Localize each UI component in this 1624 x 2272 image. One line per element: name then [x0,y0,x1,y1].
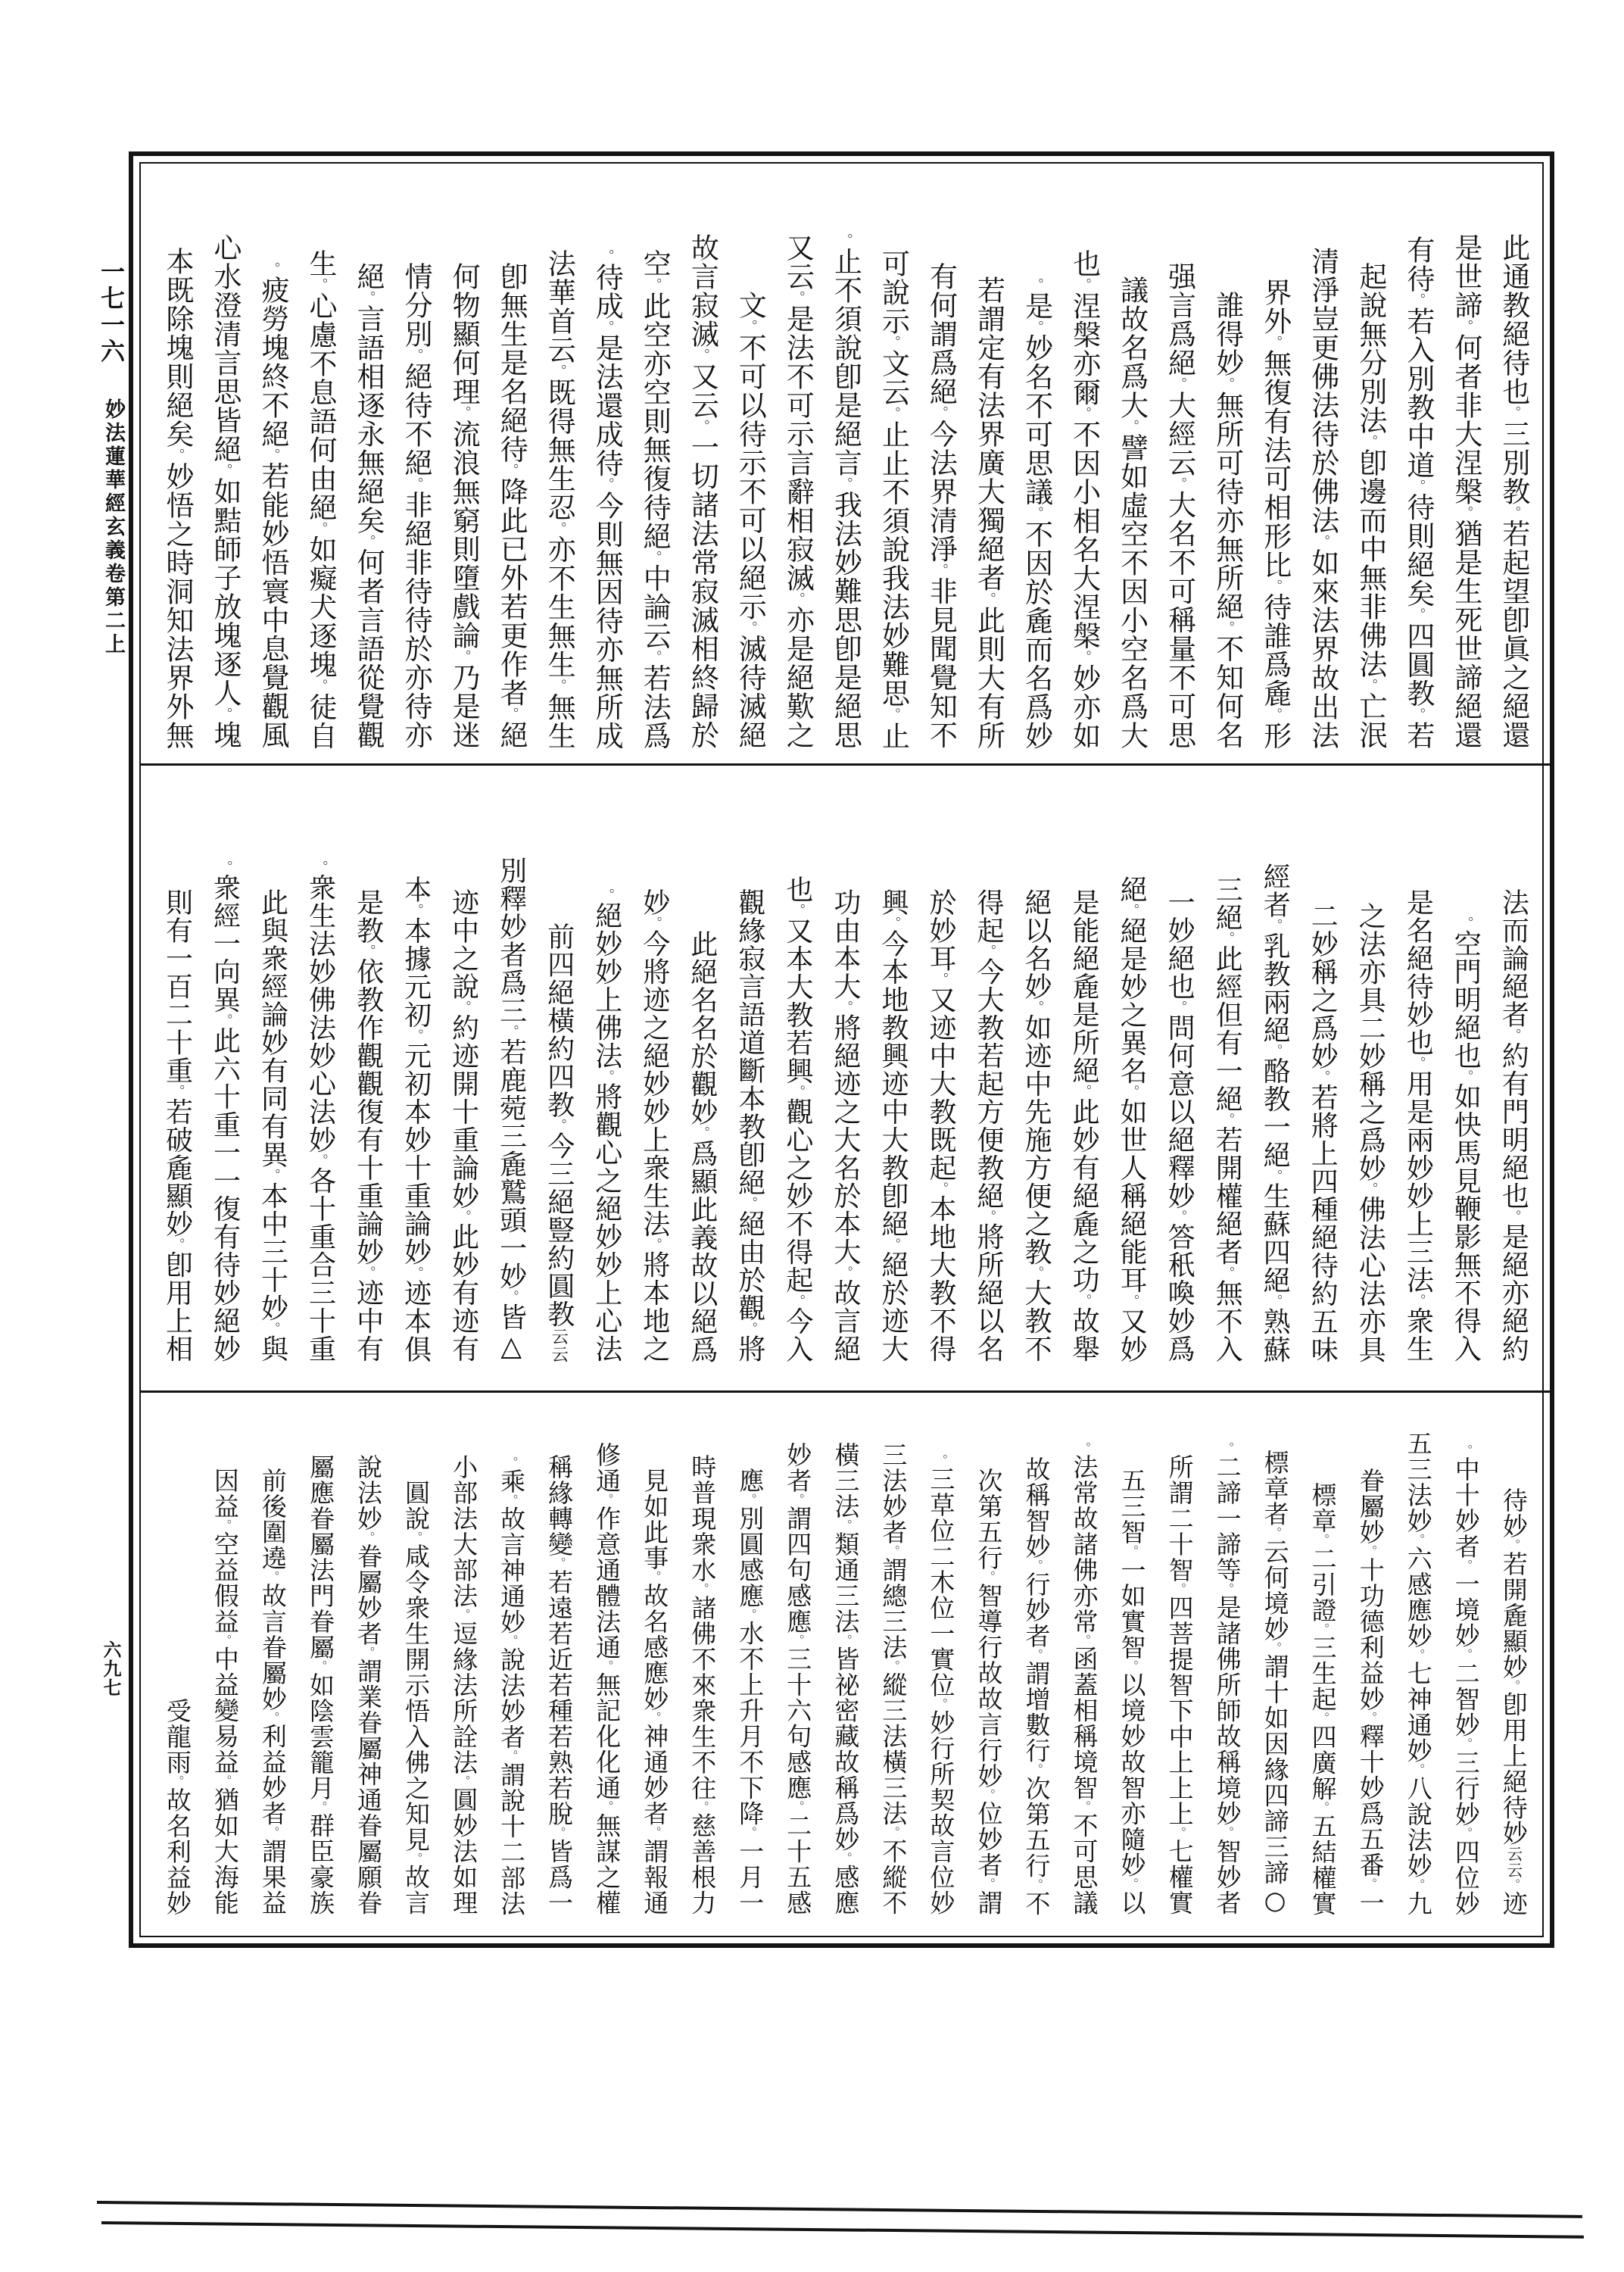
text-column: 三絕。此經但有一絕。若開權絕者。無不入 [1211,875,1243,1363]
register-divider-1 [141,763,1550,766]
text-column: 功由本大。將絕迹之大名於本大。故言絕 [829,888,861,1363]
text-column: 二諦一諦等。是諸佛所師故稱境妙。智妙者。 [1212,1442,1242,1916]
text-column: △別釋妙者爲三。若鹿菀三麁鷲頭一妙。皆 [495,857,527,1363]
text-column: 卽無生是名絕待。降此已外若更作者。絕 [495,262,528,750]
text-column: 此通教絕待也。三別教。若起望卽眞之絕還 [1497,233,1530,750]
text-column: 標章。二引證。三生起。四廣解。五結權實 [1308,1481,1338,1916]
text-column: 也。又本大教若興。觀心之妙不得起。今入 [781,875,813,1363]
text-column: 文。不可以待示不可以絕示。滅待滅絕 [734,291,767,750]
register-1 [153,180,1537,750]
register-2 [153,795,1537,1363]
text-column: 又云。是法不可示言辭相寂滅。亦是絕歎之 [781,233,815,750]
text-column: 本既除塊則絕矣。妙悟之時洞知法界外無 [161,247,194,750]
text-column: 止不須說卽是絕言。我法妙難思卽是絕思。 [829,233,862,750]
text-column: 待妙。若開麁顯妙。卽用上絕待妙云云。迹 [1498,1487,1529,1916]
text-column: 所謂二十智。四菩提智下中上上上。七權實 [1164,1454,1195,1916]
text-column: 二妙稱之爲妙。若將上四種絕待約五味 [1307,901,1339,1363]
text-column: 議故名爲大。譬如虛空不因小空名爲大 [1115,276,1149,750]
text-column: 心水澄清言思皆絕。如黠師子放塊逐人。塊 [208,233,242,750]
text-column: 可說示。文云。止止不須說我法妙難思。止 [877,248,910,750]
register-3 [153,1413,1537,1916]
text-column: 說法妙。眷屬妙者。謂業眷屬神通眷屬願眷 [353,1454,383,1916]
text-column: 妙者。謂四句感應。三十六句感應。二十五感 [783,1442,813,1916]
text-column: ○標章者。云何境妙。謂十如因緣四諦三諦 [1260,1450,1290,1916]
running-title: 妙法蓮華經玄義卷第二上 [101,398,125,657]
text-column: 五三法妙。六感應妙。七神通妙。八說法妙。九 [1403,1430,1433,1916]
text-column: 中十妙者。一境妙。二智妙。三行妙。四位妙。 [1451,1443,1481,1916]
text-column: 是。妙名不可思議。不因於麁而名爲妙。 [1020,277,1053,750]
text-column: 小部法大部法。逗緣法所詮法。圓妙法如理 [449,1454,479,1916]
text-column: 空。此空亦空則無復待絕。中論云。若法爲 [638,248,672,750]
text-column: 屬應眷屬法門眷屬。如陰雲籠月。群臣豪族 [305,1454,335,1916]
text-column: 有待。若入別教中道。待則絕矣。四圓教。若 [1401,235,1435,750]
scan-artifact-line-top [97,2201,1582,2218]
text-column: 見如此事。故名感應妙。神通妙者。謂報通 [640,1468,670,1916]
text-column: 受龍雨。故名利益妙 [162,1698,192,1916]
text-column: 經者。乳教兩絕。酪教一絕。生蘇四絕。熟蘇 [1259,862,1291,1363]
text-column: 是教。依教作觀觀復有十重論妙。迹中有 [352,888,384,1363]
text-column: 生。心慮不息語何由絕。如癡犬逐塊。徒自 [304,248,338,750]
text-column: 前後圍遶。故言眷屬妙。利益妙者。謂果益 [257,1468,288,1916]
text-column: 起說無分別法。卽邊而中無非佛法。亡泯 [1354,262,1387,750]
text-column: 此絕名名於觀妙。爲顯此義故以絕爲 [686,929,718,1363]
text-column: 修通。作意通體法通。無記化化通。無謀之權 [592,1442,622,1916]
text-column: 若謂定有法界廣大獨絕者。此則大有所 [972,276,1005,750]
text-column: 因益。空益假益。中益變易益。猶如大海能 [210,1468,240,1916]
text-column: 次第五行。智導行故故言行妙。位妙者。謂 [974,1468,1004,1916]
taisho-text-number: 一七一六 [97,259,126,365]
text-column: 時普現衆水。諸佛不來衆生不往。慈善根力 [687,1454,718,1916]
text-column: 空門明絕也。如快馬見鞭影無不得入。 [1450,916,1482,1363]
text-column: 待成。是法還成待。今則無因待亦無所成。 [591,248,624,750]
text-column: 故言寂滅。又云。一切諸法常寂滅相終歸於 [686,233,719,750]
text-column: 本。本據元初。元初本妙十重論妙。迹本俱 [400,875,432,1363]
text-column: 法常故諸佛亦常。函蓋相稱境智。不可思議。 [1069,1442,1099,1916]
text-column: 之法亦具二妙稱之爲妙。佛法心法亦具 [1354,901,1386,1363]
text-column: 疲勞塊終不絕。若能妙悟寰中息覺觀風。 [257,262,290,750]
text-column: 則有一百二十重。若破麁顯妙。卽用上相 [161,888,193,1363]
text-column: 眷屬妙。十功德利益妙。釋十妙爲五番。一 [1355,1468,1386,1916]
text-column: 界外。無復有法可相形比。待誰爲麁。形 [1258,277,1292,750]
text-column: 情分別。絕待不絕。非絕非待待於亦待亦 [400,262,433,750]
text-column: 是能絕麁是所絕。此妙有絕麁之功。故舉 [1068,888,1100,1363]
text-column: 前四絕橫約四教。今三絕豎約圓教云云 [543,922,575,1363]
register-divider-2 [141,1390,1550,1393]
text-column: 絕。絕是妙之異名。如世人稱絕能耳。又妙 [1116,875,1148,1363]
text-column: 絕以名妙。如迹中先施方便之教。大教不 [1021,888,1052,1363]
text-column: 妙。今將迹之絕妙妙上衆生法。將本地之 [638,888,670,1363]
page-number: 六九七 [100,1640,122,1697]
text-column: 一妙絕也。問何意以絕釋妙。答秖喚妙爲 [1164,888,1195,1363]
text-column: 法華首云。既得無生忍。亦不生無生。無生 [543,248,576,750]
text-column: 乘。故言神通妙。說法妙者。謂說十二部法。 [497,1456,527,1916]
text-column: 何物顯何理。流浪無窮則墮戲論。乃是迷 [447,262,481,750]
text-column: 强言爲絕。大經云。大名不可稱量不可思 [1163,262,1196,750]
text-column: 絕妙妙上佛法。將觀心之絕妙妙上心法。 [591,888,622,1363]
text-column: 圓說。咸令衆生開示悟入佛之知見。故言 [401,1480,432,1916]
scan-artifact-line-bottom [101,2221,1584,2239]
text-column: 觀緣寂言語道斷本教卽絕。絕由於觀。將 [734,888,765,1363]
text-column: 是世諦。何者非大涅槃。猶是生死世諦絕還 [1449,233,1482,750]
text-column: 三草位二木位一實位。妙行所契故言位妙。 [926,1454,956,1916]
text-column: 也。涅槃亦爾。不因小相名大涅槃。妙亦如 [1068,248,1101,750]
text-column: 是名絕待妙也。用是兩妙妙上三法。衆生 [1402,888,1434,1363]
text-column: 誰得妙。無所可待亦無所絕。不知何名 [1211,291,1244,750]
text-column: 衆經一向異。此六十重一一復有待妙絕妙。 [209,860,241,1363]
text-column: 稱緣轉變。若遠若近若種若熟若脫。皆爲一 [544,1454,575,1916]
text-column: 於妙耳。又迹中大教既起。本地大教不得 [924,888,956,1363]
text-column: 清淨豈更佛法待於佛法。如來法界故出法 [1306,247,1339,750]
text-column: 法而論絕者。約有門明絕也。是絕亦絕約 [1498,888,1529,1363]
text-column: 有何謂爲絕。今法界清淨。非見聞覺知不 [924,262,958,750]
text-column: 得起。今大教若起方便教絕。將所絕以名 [973,888,1005,1363]
text-column: 此與衆經論妙有同有異。本中三十妙。與 [257,888,288,1363]
text-column: 橫三法。類通三法。皆祕密藏故稱爲妙。感應 [831,1442,861,1916]
text-column: 三法妙者。謂總三法。縱三法橫三法。不縱不 [878,1442,909,1916]
text-column: 故稱智妙。行妙者。謂增數行。次第五行。不 [1021,1456,1052,1916]
text-column: 迹中之說。約迹開十重論妙。此妙有迹有 [447,888,479,1363]
text-column: 應。別圓感應。水不上升月不下降。一月一 [735,1468,765,1916]
text-column: 興。今本地教興迹中大教卽絕。絕於迹大 [877,888,909,1363]
text-column: 衆生法妙佛法妙心法妙。各十重合三十重。 [304,860,336,1363]
text-column: 五三智。一如實智。以境妙故智亦隨妙。以 [1117,1468,1147,1916]
text-column: 絕。言語相逐永無絕矣。何者言語從覺觀 [352,262,385,750]
